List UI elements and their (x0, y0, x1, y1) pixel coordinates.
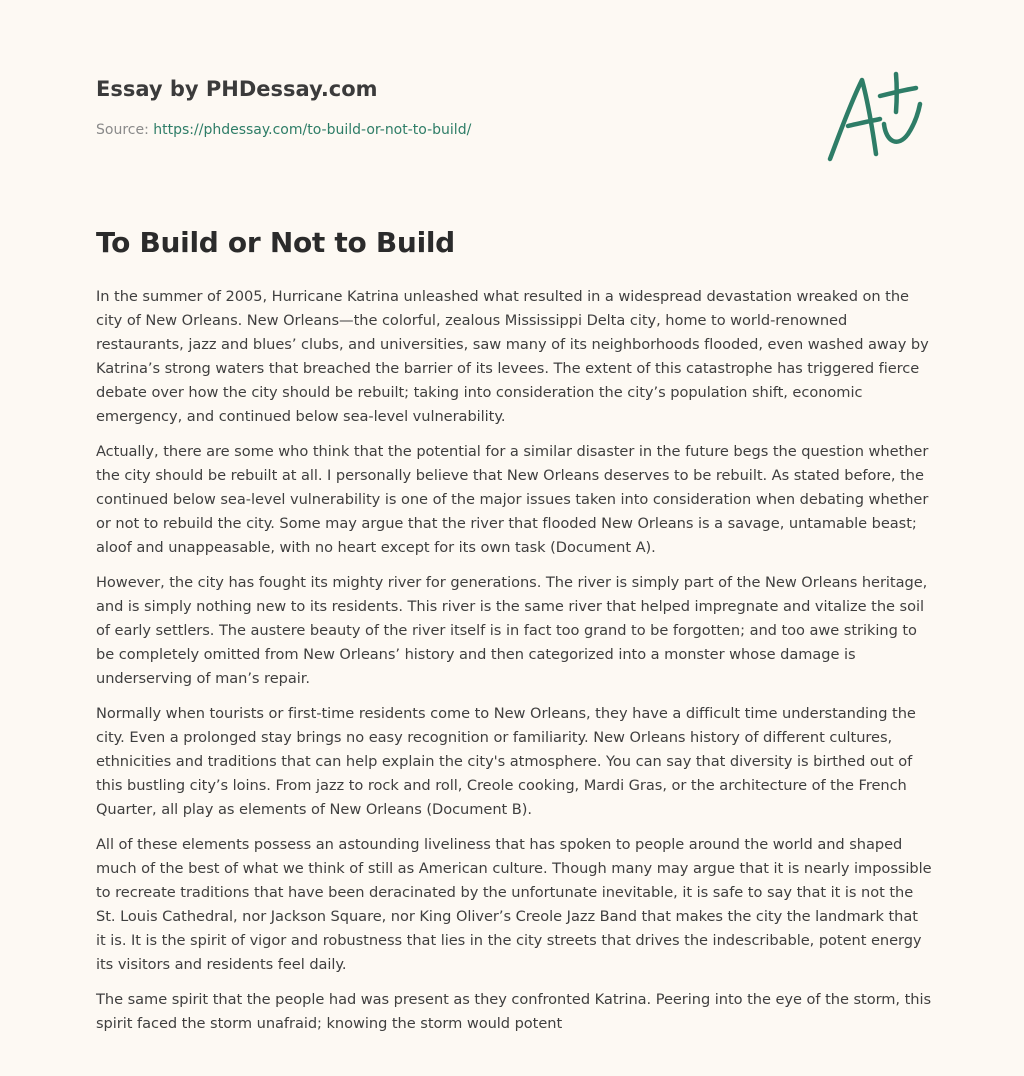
essay-paragraph: However, the city has fought its mighty river for generations. The river is simply part of the New Orleans heritage, and is simply nothing new to its residents. This river is the same river that helped impregnate and vitalize the soil of early settlers. The austere beauty of the river itself is in fact too grand to be forgotten; and too awe striking to be completely omitted from New Orleans’ history and then categorized into a monster whose damage is underserving of man’s repair. (96, 574, 928, 687)
essay-title: To Build or Not to Build (96, 226, 455, 259)
a-plus-grade-icon (822, 68, 926, 164)
source-label: Source: (96, 122, 154, 138)
source-line (96, 122, 471, 138)
source-link[interactable]: https://phdessay.com/to-build-or-not-to-build/ (153, 122, 472, 138)
essay-paragraph: Normally when tourists or first-time residents come to New Orleans, they have a difficult time understanding the city. Even a prolonged stay brings no easy recognition or familiarity. New Orleans history of different cultures, ethnicities and traditions that can help explain the city's atmosphere. You can say that diversity is birthed out of this bustling city’s loins. From jazz to rock and roll, Creole cooking, Mardi Gras, or the architecture of the French Quarter, all play as elements of New Orleans (Document B). (96, 705, 916, 818)
essay-body (96, 285, 932, 1047)
site-brand: Essay by PHDessay.com (96, 77, 378, 101)
essay-paragraph: In the summer of 2005, Hurricane Katrina unleashed what resulted in a widespread devastation wreaked on the city of New Orleans. New Orleans—the colorful, zealous Mississippi Delta city, home to world-renowned restaurants, jazz and blues’ clubs, and universities, saw many of its neighborhoods flooded, even washed away by Katrina’s strong waters that breached the barrier of its levees. The extent of this catastrophe has triggered fierce debate over how the city should be rebuilt; taking into consideration the city’s population shift, economic emergency, and continued below sea-level vulnerability. (96, 288, 929, 425)
page-header (96, 72, 928, 138)
essay-paragraph: The same spirit that the people had was present as they confronted Katrina. Peering into the eye of the storm, this spirit faced the storm unafraid; knowing the storm would potent (96, 991, 932, 1032)
essay-paragraph: All of these elements possess an astounding liveliness that has spoken to people around the world and shaped much of the best of what we think of still as American culture. Though many may argue that it is nearly impossible to recreate traditions that have been deracinated by the unfortunate inevitable, it is safe to say that it is not the St. Louis Cathedral, nor Jackson Square, nor King Oliver’s Creole Jazz Band that makes the city the landmark that it is. It is the spirit of vigor and robustness that lies in the city streets that drives the indescribable, potent energy its visitors and residents feel daily. (96, 836, 932, 973)
essay-paragraph: Actually, there are some who think that the potential for a similar disaster in the future begs the question whether the city should be rebuilt at all. I personally believe that New Orleans deserves to be rebuilt. As stated before, the continued below sea-level vulnerability is one of the major issues taken into consideration when debating whether or not to rebuild the city. Some may argue that the river that flooded New Orleans is a savage, untamable beast; aloof and unappeasable, with no heart except for its own task (Document A). (96, 443, 929, 556)
